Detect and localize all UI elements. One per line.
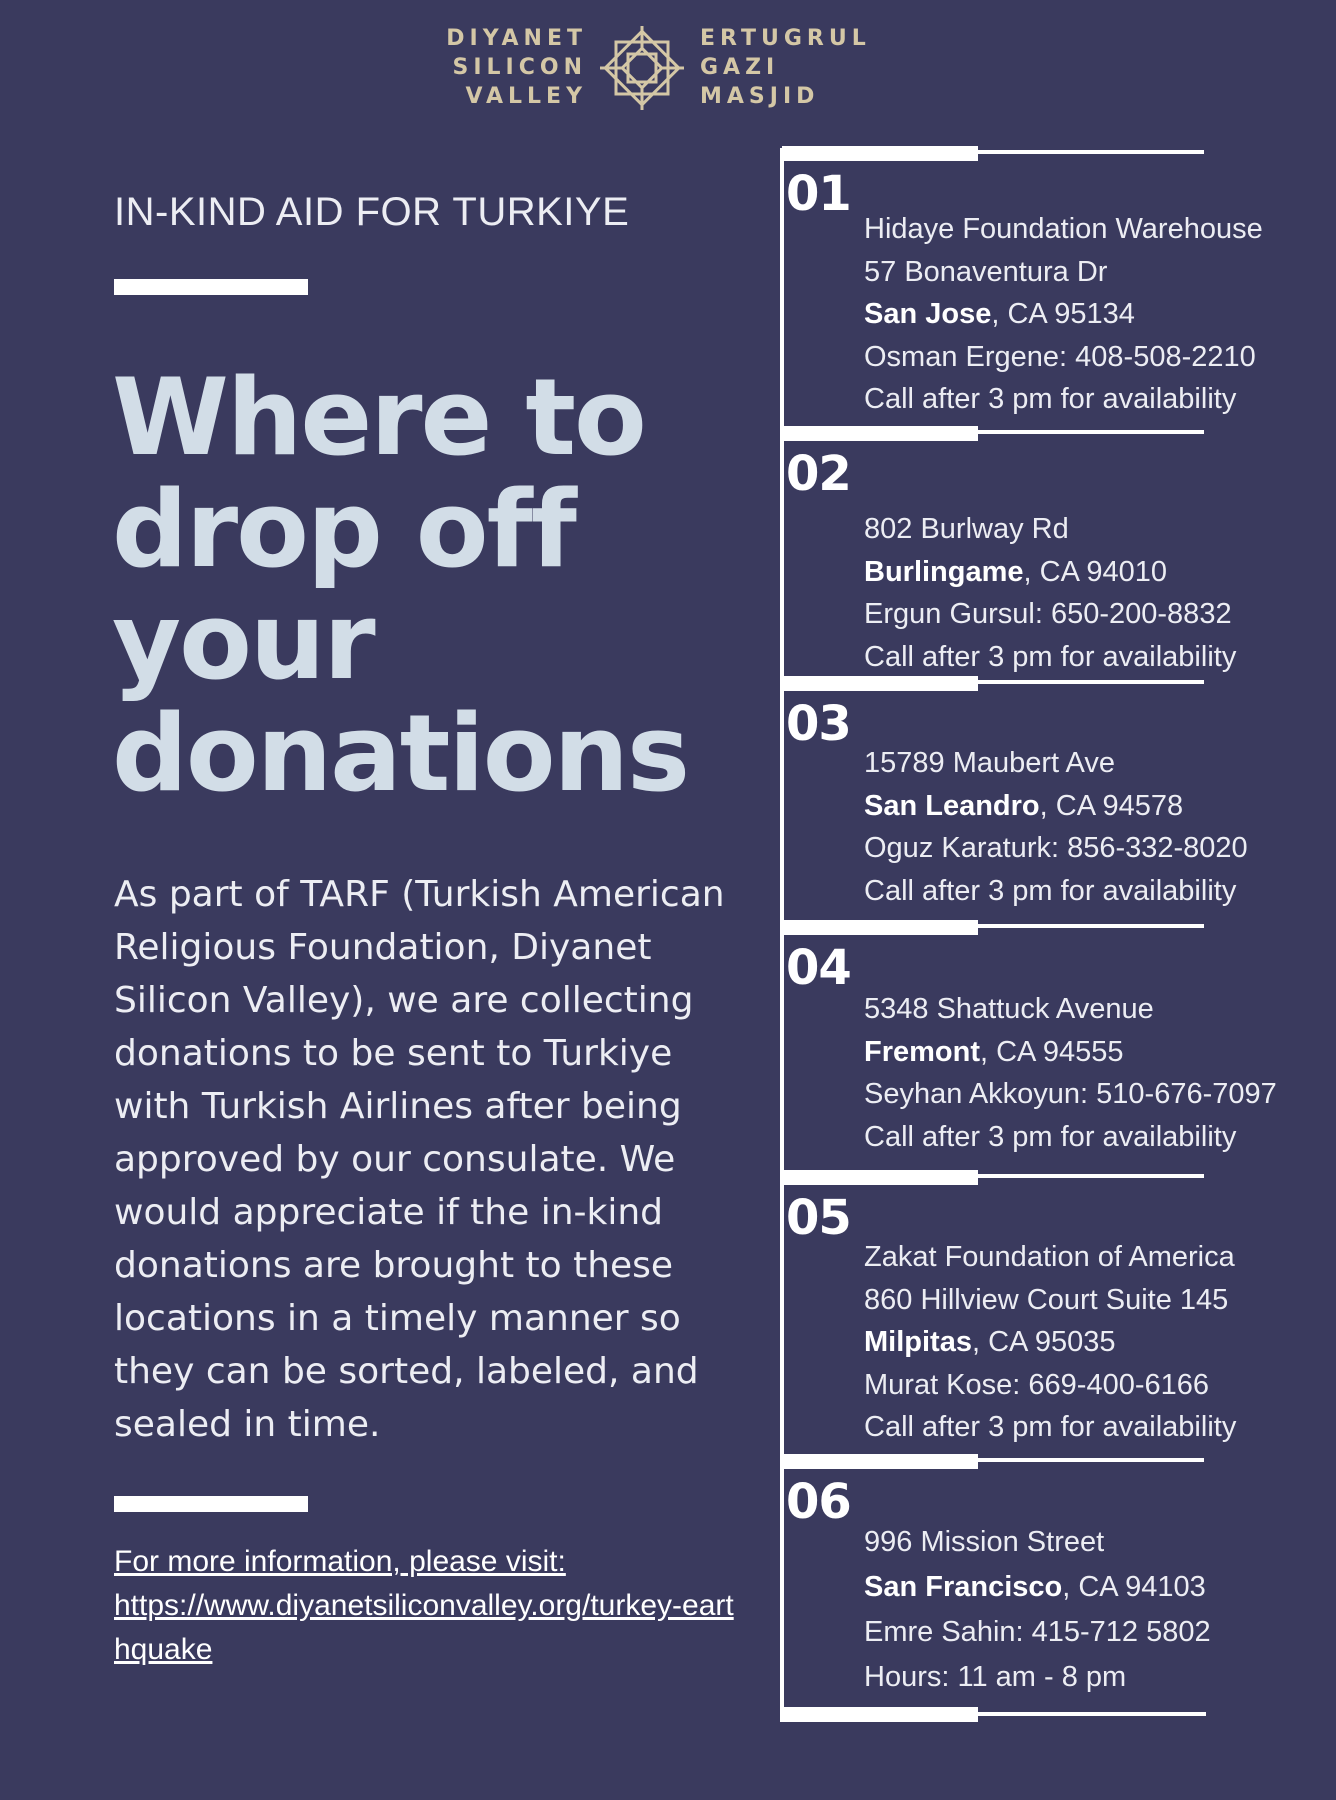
location-contact: Seyhan Akkoyun: 510-676-7097 bbox=[864, 1078, 1277, 1110]
location-note: Call after 3 pm for availability bbox=[864, 874, 1237, 907]
location-divider-thin bbox=[978, 680, 1204, 684]
kicker-heading: IN-KIND AID FOR TURKIYE bbox=[114, 190, 630, 234]
location-state-zip: , CA 94103 bbox=[1062, 1571, 1206, 1603]
logo-right-line: ERTUGRUL bbox=[700, 26, 871, 51]
location-divider bbox=[782, 1454, 978, 1469]
location-state-zip: , CA 95035 bbox=[971, 1326, 1116, 1358]
location-contact: Ergun Gursul: 650-200-8832 bbox=[864, 598, 1232, 630]
location-note: Call after 3 pm for availability bbox=[864, 640, 1237, 673]
location-details bbox=[864, 988, 1324, 1158]
geometric-star-emblem-icon bbox=[594, 20, 690, 116]
location-number: 03 bbox=[786, 696, 851, 752]
location-city: Milpitas bbox=[864, 1326, 972, 1358]
location-note: Call after 3 pm for availability bbox=[864, 1120, 1237, 1153]
more-info-link[interactable] bbox=[114, 1540, 734, 1672]
location-divider bbox=[782, 676, 978, 691]
location-divider-thin bbox=[978, 150, 1204, 154]
logo-left-line: VALLEY bbox=[465, 84, 587, 109]
header-logo bbox=[0, 20, 1336, 116]
divider-top bbox=[114, 279, 308, 295]
logo-text-right bbox=[700, 24, 871, 111]
location-state-zip: , CA 95134 bbox=[991, 298, 1135, 330]
location-name: Zakat Foundation of America bbox=[864, 1241, 1235, 1273]
logo-text-left bbox=[446, 24, 587, 111]
location-number: 05 bbox=[786, 1190, 851, 1246]
location-details bbox=[864, 1236, 1324, 1449]
logo-left-line: SILICON bbox=[452, 55, 587, 80]
title-line: donations bbox=[112, 692, 689, 815]
logo-right-line: MASJID bbox=[700, 84, 820, 109]
location-divider bbox=[782, 1170, 978, 1185]
description-paragraph: As part of TARF (Turkish American Religious Foundation, Diyanet Silicon Valley), we are collecting donations to be sent to Turkiye with Turkish Airlines after being approved by our consulate. We would appreciate if the in-kind donations are brought to these locations in a timely manner so they can be sorted, labeled, and sealed in time. bbox=[114, 874, 725, 1445]
location-city: San Francisco bbox=[864, 1571, 1063, 1603]
location-city-line bbox=[864, 785, 1324, 828]
location-city-line bbox=[864, 1031, 1324, 1074]
location-contact: Oguz Karaturk: 856-332-8020 bbox=[864, 832, 1248, 864]
location-contact: Osman Ergene: 408-508-2210 bbox=[864, 340, 1256, 373]
location-number: 02 bbox=[786, 446, 851, 502]
title-line: your bbox=[112, 580, 374, 703]
divider-bottom bbox=[114, 1496, 308, 1512]
location-divider-thin bbox=[978, 430, 1204, 434]
location-divider bbox=[782, 920, 978, 935]
location-divider bbox=[782, 426, 978, 441]
location-street: 57 Bonaventura Dr bbox=[864, 255, 1108, 288]
location-note: Call after 3 pm for availability bbox=[864, 383, 1237, 415]
location-name: Hidaye Foundation Warehouse bbox=[864, 213, 1263, 245]
logo-left-line: DIYANET bbox=[446, 26, 587, 51]
location-city: Burlingame bbox=[864, 555, 1024, 588]
location-city: San Leandro bbox=[864, 789, 1040, 822]
location-details bbox=[864, 742, 1324, 912]
location-state-zip: , CA 94555 bbox=[980, 1035, 1124, 1068]
location-note: Hours: 11 am - 8 pm bbox=[864, 1661, 1127, 1693]
page-title bbox=[112, 356, 732, 815]
location-state-zip: , CA 94010 bbox=[1023, 555, 1168, 588]
title-line: Where to bbox=[112, 356, 645, 479]
location-details bbox=[864, 208, 1324, 421]
location-city-line bbox=[864, 1321, 1324, 1364]
location-city: Fremont bbox=[864, 1035, 980, 1068]
timeline-spine bbox=[780, 148, 784, 1722]
location-city: San Jose bbox=[864, 298, 992, 330]
location-street: 5348 Shattuck Avenue bbox=[864, 993, 1154, 1025]
more-info-url[interactable]: https://www.diyanetsiliconvalley.org/turkey-earthquake bbox=[114, 1589, 734, 1666]
location-street: 802 Burlway Rd bbox=[864, 513, 1069, 545]
location-city-line bbox=[864, 293, 1324, 336]
location-number: 01 bbox=[786, 166, 851, 222]
title-line: drop off bbox=[112, 468, 575, 591]
location-details bbox=[864, 508, 1324, 678]
location-city-line bbox=[864, 1565, 1324, 1610]
location-contact: Emre Sahin: 415-712 5802 bbox=[864, 1616, 1211, 1648]
location-number: 04 bbox=[786, 940, 851, 996]
location-street: 15789 Maubert Ave bbox=[864, 747, 1115, 779]
location-divider-thin bbox=[978, 1174, 1204, 1178]
more-info-label[interactable]: For more information, please visit: bbox=[114, 1545, 566, 1578]
location-note: Call after 3 pm for availability bbox=[864, 1411, 1237, 1443]
location-state-zip: , CA 94578 bbox=[1039, 789, 1184, 822]
location-street: 860 Hillview Court Suite 145 bbox=[864, 1283, 1229, 1316]
logo-right-line: GAZI bbox=[700, 55, 780, 80]
location-divider-thin bbox=[978, 1458, 1204, 1462]
location-details bbox=[864, 1520, 1324, 1700]
location-contact: Murat Kose: 669-400-6166 bbox=[864, 1368, 1209, 1401]
location-street: 996 Mission Street bbox=[864, 1526, 1105, 1558]
location-divider-thin bbox=[978, 924, 1204, 928]
timeline-end-divider-thin bbox=[978, 1712, 1206, 1716]
location-divider bbox=[782, 146, 978, 161]
location-number: 06 bbox=[786, 1474, 851, 1530]
timeline-end-divider bbox=[782, 1707, 978, 1722]
location-city-line bbox=[864, 551, 1324, 594]
